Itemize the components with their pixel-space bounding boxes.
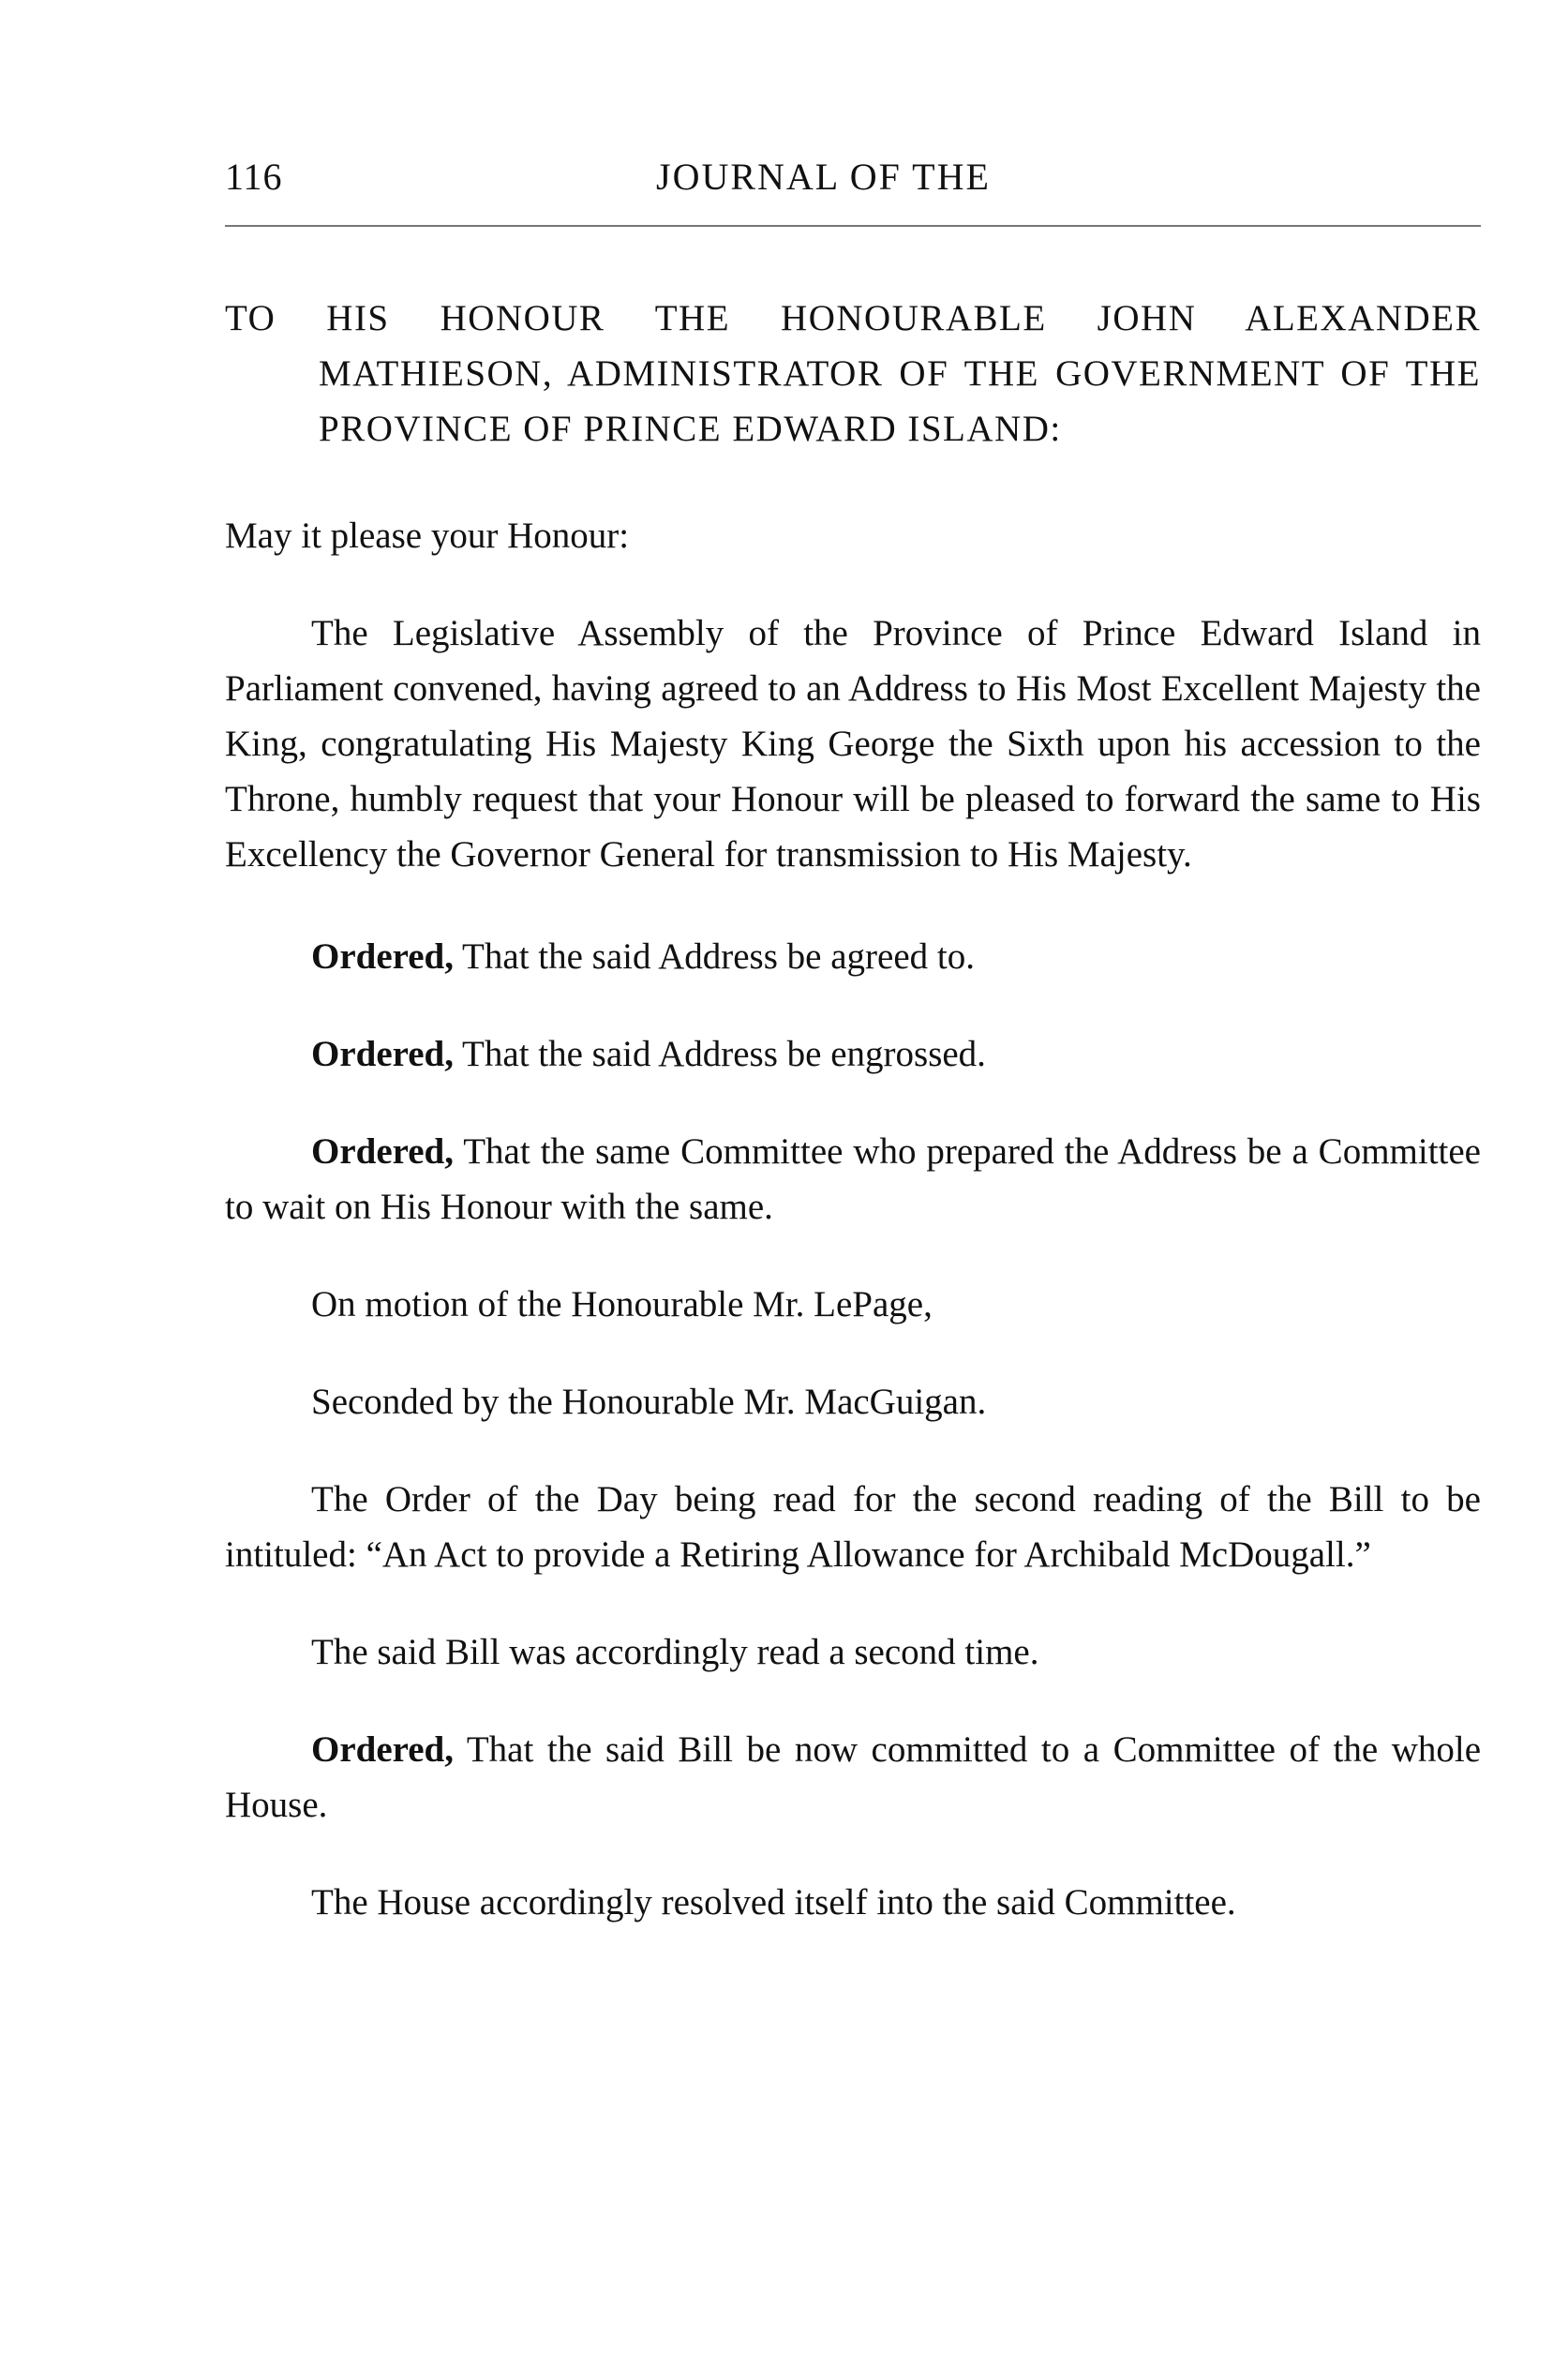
order-committee-paragraph	[225, 1124, 1481, 1234]
order-lead: Ordered,	[311, 1131, 455, 1172]
page-number: 116	[225, 156, 283, 198]
motion-paragraph: On motion of the Honourable Mr. LePage,	[311, 1284, 933, 1324]
order-lead: Ordered,	[311, 1034, 455, 1074]
order-engrossed-paragraph	[225, 1026, 1481, 1082]
order-text: That the said Bill be now committed to a Committee of the whole House.	[225, 1729, 1481, 1825]
order-lead: Ordered,	[311, 936, 455, 977]
commit-order-paragraph	[225, 1722, 1481, 1833]
second-reading-paragraph: The said Bill was accordingly read a second time.	[311, 1632, 1039, 1672]
address-paragraph: The Legislative Assembly of the Province of Prince Edward Island in Parliament convened, having agreed to an Address to His Most Excellent Majesty the King, congratulating His Majesty King George the Sixth upon his accession to the Throne, humbly request that your Honour will be pleased to forward the same to His Excellency the Governor General for transmission to His Majesty.	[225, 613, 1481, 875]
running-head: JOURNAL OF THE	[656, 156, 991, 198]
order-text: That the said Address be engrossed.	[454, 1034, 986, 1074]
order-of-day-paragraph: The Order of the Day being read for the second reading of the Bill to be intituled: “An Act to provide a Retiring Allowance for Archibald McDougall.”	[225, 1479, 1481, 1575]
page-header	[225, 155, 1481, 211]
order-text: That the said Address be agreed to.	[454, 936, 975, 977]
order-text: That the same Committee who prepared the Address be a Committee to wait on His Honour with the same.	[225, 1131, 1481, 1227]
order-agreed-paragraph	[225, 929, 1481, 984]
resolved-paragraph: The House accordingly resolved itself into the said Committee.	[311, 1882, 1236, 1923]
order-lead: Ordered,	[311, 1729, 455, 1770]
seconded-paragraph: Seconded by the Honourable Mr. MacGuigan.	[311, 1382, 987, 1422]
page-body	[225, 291, 1481, 1930]
header-rule	[225, 225, 1481, 227]
address-heading: TO HIS HONOUR THE HONOURABLE JOHN ALEXANDER MATHIESON, ADMINISTRATOR OF THE GOVERNMENT OF THE PROVINCE OF PRINCE EDWARD ISLAND:	[225, 298, 1481, 449]
salutation: May it please your Honour:	[225, 516, 630, 556]
